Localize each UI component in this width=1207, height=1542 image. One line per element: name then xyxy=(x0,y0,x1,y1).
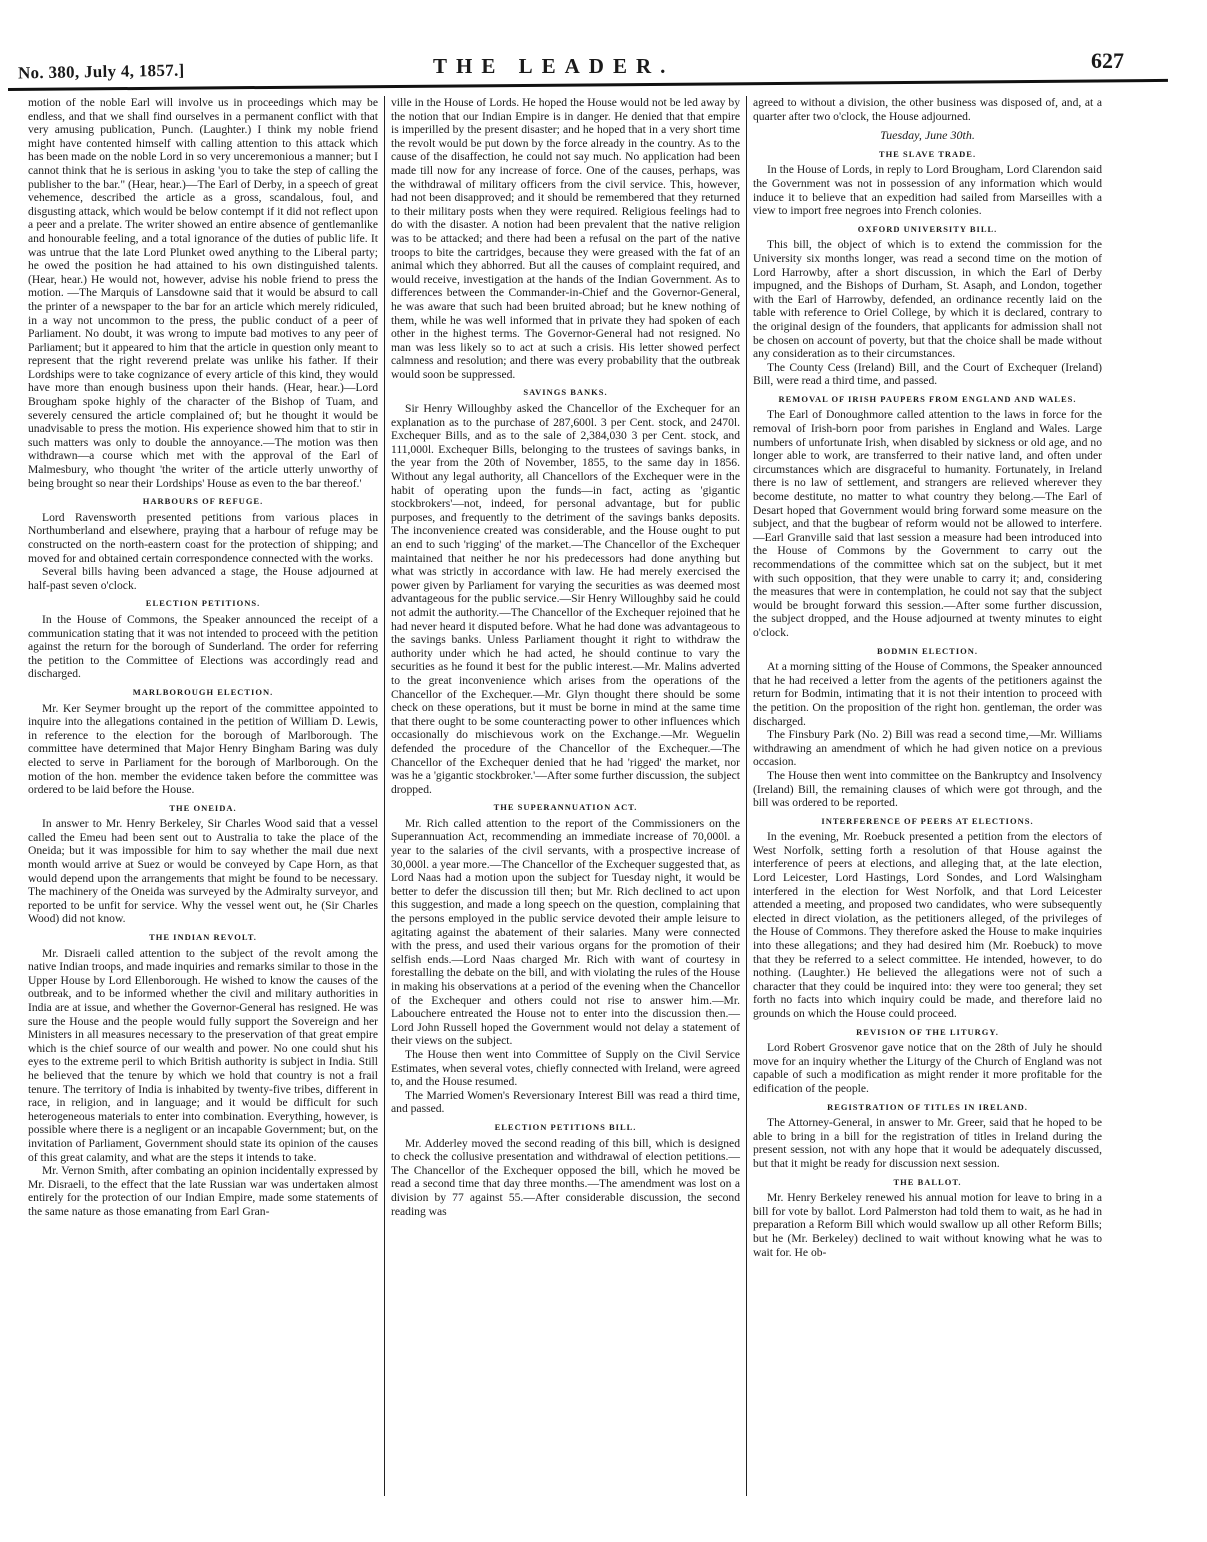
paragraph: The Earl of Donoughmore called attention to the laws in force for the removal of Irish-born poor from parishes in England and Wales. Large numbers of unfortunate Irish, when disabled by sickness or old age, and no longer able to work, are transferred to their native land, and often under circumstances which are disgraceful to humanity. Fortunately, in Ireland there is no law of settlement, and strangers are relieved wherever they become destitute, no matter to what country they belong.—The Earl of Desart hoped that Government would bring forward some measure on the subject, and that the bugbear of reform would not be allowed to interfere.—Earl Granville said that last session a measure had been introduced into the House of Commons by the Government to carry out the recommendations of the committee which sat on the subject, but it met with such opposition, that they were unable to carry it; and, considering the measures that were in contemplation, he could not say that the subject would be brought forward this session.—After some further discussion, the subject dropped, and the House adjourned at twenty minutes to eight o'clock. xyxy=(753,408,1102,639)
section-heading: THE BALLOT. xyxy=(893,1176,962,1187)
section-heading: REMOVAL OF IRISH PAUPERS FROM ENGLAND AND WALES. xyxy=(778,393,1077,404)
section-heading: REVISION OF THE LITURGY. xyxy=(856,1026,999,1037)
paragraph: Sir Henry Willoughby asked the Chancellor of the Exchequer for an explanation as to the purchase of 287,600l. 3 per Cent. stock, and 2470l. Exchequer Bills, and as to the sale of 2,384,030 3 per Cent. stock, and 111,000l. Exchequer Bills, belonging to the trustees of savings banks, in the year from the 20th of November, 1855, to the same day in 1856. Without any legal authority, all Chancellors of the Exchequer were in the habit of operating upon the funds—in fact, acting as 'gigantic stockbrokers'—not, indeed, for personal advantage, but for public purposes, and frequently to the detriment of the savings banks deposits. The inconvenience created was considerable, and the House ought to put an end to such 'rigging' of the market.—The Chancellor of the Exchequer maintained that neither he nor his predecessors had done anything but what was strictly in accordance with law. He had merely exercised the power given by Parliament for varying the securities as was deemed most advantageous for the public service.—Sir Henry Willoughby said he could not admit the authority.—The Chancellor of the Exchequer rejoined that he had never heard it disputed before. What he had done was advantageous to the savings banks. Unless Parliament thought it right to withdraw the authority under which he had acted, he should continue to vary the securities as he found it best for the public interest.—Mr. Malins adverted to the great inconvenience which arises from the operations of the Chancellor of the Exchequer.—Mr. Glyn thought there should be some check on these operations, but it must be borne in mind at the same time that there ought to be some counteracting power to other influences which occasionally do mischievous work on the Exchange.—Mr. Weguelin defended the procedure of the Chancellor of the Exchequer.—The Chancellor of the Exchequer denied that he had 'rigged' the market, nor was he a 'gigantic stockbroker.'—After some further discussion, the subject dropped. xyxy=(391,402,741,796)
paragraph: The Attorney-General, in answer to Mr. Greer, said that he hoped to be able to bring in a bill for the registration of titles in Ireland during the present session, not with any hope that it would be adequately discussed, but that it might be ready for discussion next session. xyxy=(753,1116,1102,1170)
paragraph: Mr. Disraeli called attention to the subject of the revolt among the native Indian troops, and made inquiries and remarks similar to those in the Upper House by Lord Ellenborough. He wished to know the causes of the outbreak, and to be informed whether the civil and military authorities in India are at issue, and whether the Governor-General has resigned. He was sure the House and the people would fully support the Sovereign and her Ministers in all measures necessary to the preservation of that great empire which is the chief source of our wealth and power. No one could shut his eyes to the extreme peril to which British authority is subject in India. Still he believed that the tenure by which we hold that country is not a frail tenure. The territory of India is inhabited by twenty-five tribes, different in race, in religion, and in language; and it would be difficult for such heterogeneous materials to enter into combination. Everything, however, is possible where there is a negligent or an incapable Government; but, on the invitation of Parliament, Government should state its opinion of the causes of this great calamity, and what are the steps it intends to take. xyxy=(28,946,378,1164)
paragraph: In the House of Lords, in reply to Lord Brougham, Lord Clarendon said the Government was not in possession of any information which would induce it to believe that an expedition had sailed from Marseilles with a view to import free negroes into French colonies. xyxy=(753,163,1102,218)
issue-info: No. 380, July 4, 1857.] xyxy=(17,60,185,83)
article-columns xyxy=(22,96,1162,1496)
paragraph: The House then went into committee on the Bankruptcy and Insolvency (Ireland) Bill, the remaining clauses of which were got through, and the bill was ordered to be reported. xyxy=(753,768,1102,810)
section-heading: THE SUPERANNUATION ACT. xyxy=(493,802,638,813)
newspaper-title: THE LEADER. xyxy=(433,54,675,78)
section-heading: BODMIN ELECTION. xyxy=(876,645,978,656)
column-1 xyxy=(22,96,384,1496)
paragraph: At a morning sitting of the House of Commons, the Speaker announced that he had received a letter from the agents of the petitioners against the return for Bodmin, intimating that it is not their intention to proceed with the petition. On the proposition of the right hon. gentleman, the order was discharged. xyxy=(753,660,1102,728)
paragraph: The House then went into Committee of Supply on the Civil Service Estimates, when several votes, chiefly connected with Ireland, were agreed to, and the House resumed. xyxy=(391,1047,740,1089)
paragraph: The Finsbury Park (No. 2) Bill was read a second time,—Mr. Williams withdrawing an amendment of which he had given notice on a previous occasion. xyxy=(753,728,1102,769)
section-heading: HARBOURS OF REFUGE. xyxy=(142,496,264,507)
paragraph: Mr. Ker Seymer brought up the report of the committee appointed to inquire into the allegations contained in the petition of William D. Lewis, in reference to the election for the borough of Marlborough. The committee have determined that Major Henry Bingham Baring was duly elected to serve in Parliament for the borough of Marlborough. On the motion of the hon. member the evidence taken before the committee was ordered to be laid before the House. xyxy=(28,701,378,797)
paragraph: This bill, the object of which is to extend the commission for the University six months longer, was read a second time on the motion of Lord Harrowby, after a short discussion, in which the Earl of Derby impugned, and the Bishops of Durham, St. Asaph, and London, together with the Earl of Harrowby, defended, an ordinance recently laid on the table with reference to Oriel College, by which it is declared, contrary to the original design of the founders, that applicants for admission shall not be chosen on account of poverty, but that the choice shall be made without any consideration as to their circumstances. xyxy=(753,238,1102,361)
column-3 xyxy=(746,96,1108,1496)
paragraph: In the House of Commons, the Speaker announced the receipt of a communication stating that it was not intended to proceed with the petition against the return for the borough of Sunderland. The order for referring the petition to the Committee of Elections was accordingly read and discharged. xyxy=(28,612,378,681)
section-heading: ELECTION PETITIONS BILL. xyxy=(494,1121,637,1132)
paragraph: The Married Women's Reversionary Interest Bill was read a third time, and passed. xyxy=(391,1088,740,1116)
section-heading: THE SLAVE TRADE. xyxy=(878,148,977,159)
section-heading: ELECTION PETITIONS. xyxy=(145,598,261,609)
paragraph: Lord Robert Grosvenor gave notice that on the 28th of July he should move for an inquiry whether the Liturgy of the Church of England was not capable of such a modification as might render it more profitable for the edification of the people. xyxy=(753,1041,1102,1095)
section-heading: INTERFERENCE OF PEERS AT ELECTIONS. xyxy=(821,815,1034,826)
section-heading: REGISTRATION OF TITLES IN IRELAND. xyxy=(827,1101,1028,1112)
paragraph: Mr. Henry Berkeley renewed his annual motion for leave to bring in a bill for vote by ballot. Lord Palmerston had told them to wait, as he had in preparation a Reform Bill which would swallow up all other Reform Bills; but he (Mr. Berkeley) declined to wait without knowing what he was to wait for. He ob- xyxy=(753,1191,1102,1259)
paragraph: agreed to without a division, the other business was disposed of, and, at a quarter after two o'clock, the House adjourned. xyxy=(753,96,1102,123)
date-heading: Tuesday, June 30th. xyxy=(880,128,975,143)
paragraph: In the evening, Mr. Roebuck presented a petition from the electors of West Norfolk, setting forth a resolution of that House against the interference of peers at elections, and alleging that, at the late election, Lord Leicester, Lord Hastings, Lord Sondes, and Lord Walsingham interfered in the election for West Norfolk, and that Lord Leicester attended a meeting, and proposed two candidates, who were subsequently elected in direct violation, as the petitioners alleged, of the privileges of the House of Commons. They therefore asked the House to make inquiries into these allegations; and they had desired him (Mr. Roebuck) to move that they be referred to a select committee. He intended, however, to do nothing. (Laughter.) He believed the allegations were not of such a character that they could be inquired into: they were too general; they set forth no facts into which inquiry could be made, and therefore laid no grounds on which the House could proceed. xyxy=(753,830,1102,1020)
paragraph: Mr. Vernon Smith, after combating an opinion incidentally expressed by Mr. Disraeli, to the effect that the late Russian war was undertaken almost entirely for the protection of our Indian Empire, made some statements of the same nature as those emanating from Earl Gran- xyxy=(28,1164,378,1218)
section-heading: MARLBOROUGH ELECTION. xyxy=(132,686,274,697)
column-2 xyxy=(384,96,746,1496)
paragraph: Mr. Rich called attention to the report of the Commissioners on the Superannuation Act, recommending an immediate increase of 70,000l. a year to the salaries of the civil servants, with a prospective increase of 30,000l. a year more.—The Chancellor of the Exchequer suggested that, as Lord Naas had a motion upon the subject for Tuesday night, it would be better to defer the discussion till then; but Mr. Rich declined to act upon this suggestion, and made a long speech on the question, complaining that the persons employed in the public service devoted their ample leisure to agitating against the abatement of their salaries. Many were connected with the press, and used their various organs for the promotion of their selfish ends.—Lord Naas charged Mr. Rich with want of courtesy in forestalling the debate on the bill, and with violating the rules of the House in making his observations at a period of the evening when the Chancellor of the Exchequer and others could not rise to answer him.—Mr. Labouchere entreated the House not to enter into the discussion then.—Lord John Russell hoped the Government would not delay a statement of their views on the subject. xyxy=(391,816,740,1048)
paragraph: Lord Ravensworth presented petitions from various places in Northumberland and elsewhere, praying that a harbour of refuge may be constructed on the north-eastern coast for the protection of shipping; and moved for and obtained certain correspondence connected with the works. xyxy=(28,510,378,565)
page-number: 627 xyxy=(1091,48,1124,73)
paragraph: The County Cess (Ireland) Bill, and the Court of Exchequer (Ireland) Bill, were read a third time, and passed. xyxy=(753,360,1102,388)
section-heading: THE INDIAN REVOLT. xyxy=(149,932,257,943)
section-heading: OXFORD UNIVERSITY BILL. xyxy=(857,223,998,234)
section-heading: SAVINGS BANKS. xyxy=(523,387,608,398)
paragraph: ville in the House of Lords. He hoped the House would not be led away by the notion that our Indian Empire is in danger. He denied that that empire is imperilled by the present disaster; and he hoped that in a very short time the revolt would be put down by the force already in the country. As to the cause of the disaffection, he could not say much. No application had been made till now for any increase of force. One of the causes, perhaps, was the withdrawal of military officers from the civil service. This, however, had not been disapproved; and it should be remembered that they returned to their military posts when they were required. Religious feelings had to do with the disaster. A notion had been prevalent that the native religion was to be attacked; and there had been a refusal on the part of the native troops to bite the cartridges, because they were greased with the fat of an animal which they abhorred. But all the causes of complaint required, and would receive, investigation at the hands of the Indian Government. As to differences between the Commander-in-Chief and the Governor-General, he was aware that such had been bruited abroad; but he knew nothing of them, while he was well informed that in private they had spoken of each other in the highest terms. The Governor-General had not resigned. No man was less likely so to act at such a crisis. His letter showed perfect calmness and resolution; and there was every probability that the outbreak would soon be suppressed. xyxy=(391,96,740,381)
section-heading: THE ONEIDA. xyxy=(169,802,237,813)
paragraph: motion of the noble Earl will involve us in proceedings which may be endless, and that we shall find ourselves in a permanent conflict with that very amusing publication, Punch. (Laughter.) I think my noble friend might have contented himself with calling attention to this attack which has been made on the noble Lord in so very unceremonious a manner; but I cannot think that he is serious in asking 'you to take the step of calling the publisher to the bar." (Hear, hear.)—The Earl of Derby, in a speech of great vehemence, described the article as a gross, scandalous, foul, and disgusting attack, which would be below contempt if it did not reflect upon a peer and a prelate. The writer showed an entire absence of gentlemanlike and honourable feeling, and a total ignorance of the duties of public life. It was untrue that the late Lord Plunket owed anything to the Liberal party; he owed the position he had attained to his own distinguished talents. (Hear, hear.) He would not, however, advise his noble friend to press the motion. —The Marquis of Lansdowne said that it would be absurd to call the printer of a newspaper to the bar for an article which merely ridiculed, in a way not uncommon to the press, the public conduct of a peer of Parliament. No doubt, it was wrong to impute bad motives to any peer of Parliament; but it appeared to him that the article in question only meant to represent that the right reverend prelate was unlike his father. If their Lordships were to take cognizance of every article of this kind, they would have more than enough business upon their hands. (Hear, hear.)—Lord Brougham spoke highly of the character of the Bishop of Tuam, and severely censured the article complained of; but he thought it would be unadvisable to press the motion. His experience showed him that to stir in such matters was only to double the annoyance.—The motion was then withdrawn—a course which met with the approval of the Earl of Malmesbury, who thought 'the writer of the article utterly unworthy of being brought so near their Lordships' House as even to the bar thereof.' xyxy=(28,96,378,490)
paragraph: Mr. Adderley moved the second reading of this bill, which is designed to check the collusive presentation and withdrawal of election petitions.—The Chancellor of the Exchequer opposed the bill, which he moved be read a second time that day three months.—The amendment was lost on a division by 77 against 55.—After considerable discussion, the second reading was xyxy=(391,1136,740,1218)
paragraph: Several bills having been advanced a stage, the House adjourned at half-past seven o'clock. xyxy=(28,565,378,592)
paragraph: In answer to Mr. Henry Berkeley, Sir Charles Wood said that a vessel called the Emeu had been sent out to Australia to take the place of the Oneida; but it was impossible for him to say whether the mail due next month would arrive at Suez or would be conveyed by Cape Horn, as that would depend upon the arrangements that might be found to be necessary. The machinery of the Oneida was surveyed by the Admiralty surveyor, and reported to be unfit for service. Why the vessel went out, he (Sir Charles Wood) did not know. xyxy=(28,817,378,926)
